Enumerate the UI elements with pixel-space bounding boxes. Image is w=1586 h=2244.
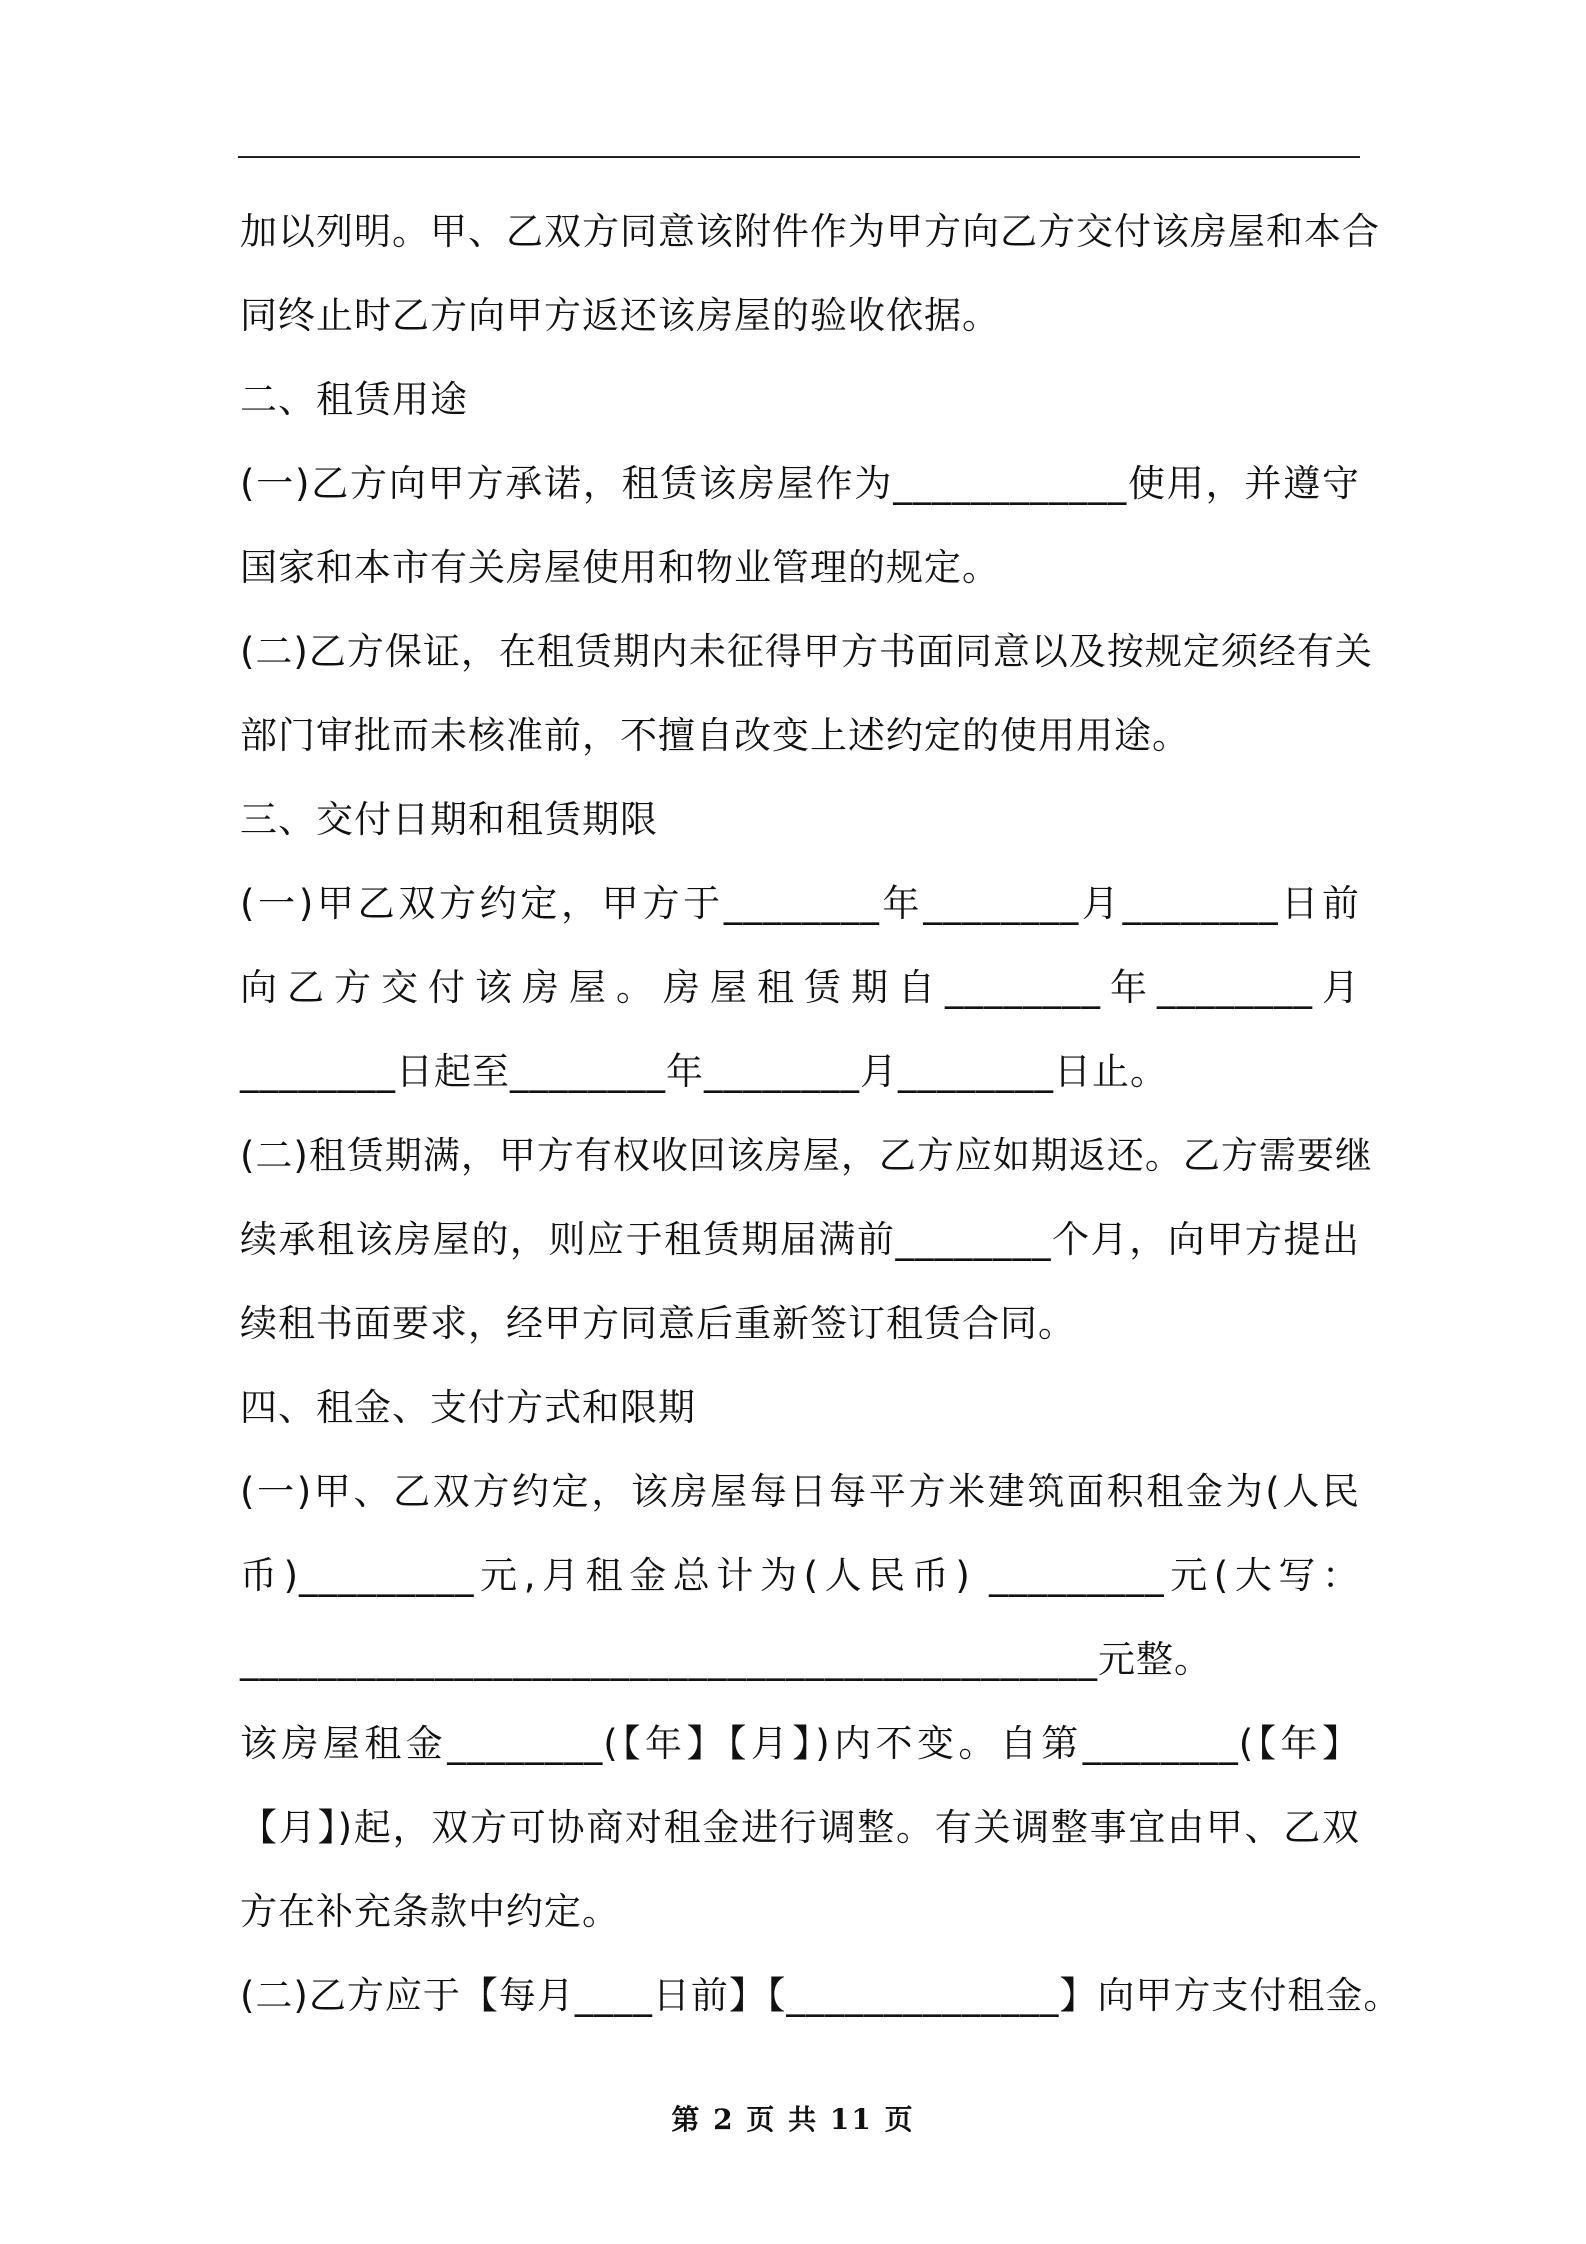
paragraph-line: (一)乙方向甲方承诺，租赁该房屋作为____________使用，并遵守 <box>240 462 1360 505</box>
paragraph-line: (二)租赁期满，甲方有权收回该房屋，乙方应如期返还。乙方需要继 <box>240 1134 1373 1177</box>
paragraph-line: (一)甲、乙双方约定，该房屋每日每平方米建筑面积租金为(人民 <box>240 1470 1360 1513</box>
document-body <box>240 190 1402 2038</box>
section-heading: 三、交付日期和租赁期限 <box>240 798 658 841</box>
paragraph-line: 加以列明。甲、乙双方同意该附件作为甲方向乙方交付该房屋和本合 <box>240 210 1380 253</box>
paragraph-line: 该房屋租金________(【年】【月】)内不变。自第________(【年】 <box>240 1722 1360 1765</box>
header-rule <box>238 156 1360 158</box>
paragraph-line: 同终止时乙方向甲方返还该房屋的验收依据。 <box>240 294 1000 337</box>
section-heading: 二、租赁用途 <box>240 378 468 421</box>
paragraph-line: (一)甲乙双方约定，甲方于________年________月________日前 <box>240 882 1360 925</box>
paragraph-line: 向乙方交付该房屋。房屋租赁期自________年________月 <box>240 966 1360 1009</box>
paragraph-line: ________日起至________年________月________日止。 <box>240 1050 1168 1093</box>
paragraph-line: (二)乙方应于【每月____日前】【______________】向甲方支付租金。 <box>240 1974 1402 2017</box>
paragraph-line: 部门审批而未核准前，不擅自改变上述约定的使用用途。 <box>240 714 1190 757</box>
paragraph-line: ____________________________________________元整。 <box>240 1638 1212 1681</box>
paragraph-line: 币)_________元,月租金总计为(人民币) _________元(大写： <box>240 1554 1360 1597</box>
paragraph-line: 方在补充条款中约定。 <box>240 1890 620 1933</box>
paragraph-line: 续承租该房屋的，则应于租赁期届满前________个月，向甲方提出 <box>240 1218 1360 1261</box>
page-number-footer: 第 2 页 共 11 页 <box>671 2103 915 2136</box>
paragraph-line: 国家和本市有关房屋使用和物业管理的规定。 <box>240 546 1000 589</box>
section-heading: 四、租金、支付方式和限期 <box>240 1386 696 1429</box>
paragraph-line: 【月】)起，双方可协商对租金进行调整。有关调整事宜由甲、乙双 <box>240 1806 1360 1849</box>
paragraph-line: (二)乙方保证，在租赁期内未征得甲方书面同意以及按规定须经有关 <box>240 630 1373 673</box>
paragraph-line: 续租书面要求，经甲方同意后重新签订租赁合同。 <box>240 1302 1076 1345</box>
